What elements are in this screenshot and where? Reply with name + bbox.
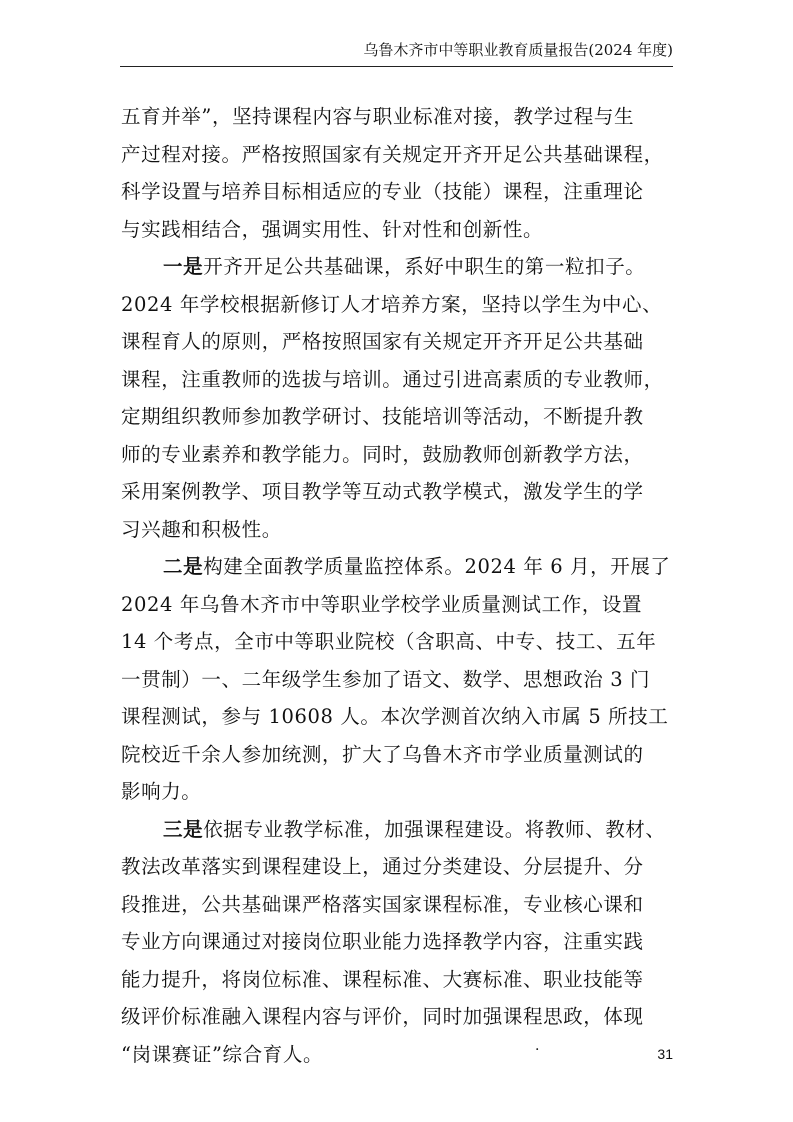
body-line: 定期组织教师参加教学研讨、技能培训等活动，不断提升教 <box>121 405 644 428</box>
body-line: 与实践相结合，强调实用性、针对性和创新性。 <box>121 217 544 241</box>
body-line: 教法改革落实到课程建设上，通过分类建设、分层提升、分 <box>121 855 644 878</box>
body-line: 采用案例教学、项目教学等互动式教学模式，激发学生的学 <box>121 480 644 503</box>
footer-dot: · <box>535 1042 540 1058</box>
body-line: 专业方向课通过对接岗位职业能力选择教学内容，注重实践 <box>121 930 644 953</box>
header-title: 乌鲁木齐市中等职业教育质量报告(2024 年度) <box>363 41 673 59</box>
body-line: 习兴趣和积极性。 <box>121 517 282 541</box>
body-line: 2024 年学校根据新修订人才培养方案，坚持以学生为中心、 <box>121 292 663 316</box>
running-header <box>120 38 673 67</box>
body-line: 院校近千余人参加统测，扩大了乌鲁木齐市学业质量测试的 <box>121 742 644 766</box>
body-line: 科学设置与培养目标相适应的专业（技能）课程，注重理论 <box>121 180 644 203</box>
document-body <box>121 98 674 1073</box>
body-line: 段推进，公共基础课严格落实国家课程标准，专业核心课和 <box>121 892 644 916</box>
body-line: 能力提升，将岗位标准、课程标准、大赛标准、职业技能等 <box>121 967 644 991</box>
paragraph-first-text: 依据专业教学标准，加强课程建设。将教师、教材、 <box>203 817 666 841</box>
paragraph-lead: 三是 <box>163 817 204 841</box>
body-line: 影响力。 <box>121 780 202 803</box>
paragraph-first-line <box>121 811 674 849</box>
paragraph-lead: 二是 <box>163 555 204 578</box>
body-line: 课程，注重教师的选拔与培训。通过引进高素质的专业教师， <box>121 367 664 391</box>
body-line: 2024 年乌鲁木齐市中等职业学校学业质量测试工作，设置 <box>121 592 643 616</box>
body-line: 一贯制）一、二年级学生参加了语文、数学、思想政治 3 门 <box>121 667 651 691</box>
body-line: 产过程对接。严格按照国家有关规定开齐开足公共基础课程， <box>121 142 664 166</box>
paragraph-lead: 一是 <box>163 255 204 278</box>
page-number: 31 <box>657 1046 673 1062</box>
body-line: 课程育人的原则，严格按照国家有关规定开齐开足公共基础 <box>121 330 644 353</box>
body-line: 课程测试，参与 10608 人。本次学测首次纳入市属 5 所技工 <box>121 705 669 728</box>
body-line: 五育并举”，坚持课程内容与职业标准对接，教学过程与生 <box>121 105 635 128</box>
body-line: 师的专业素养和教学能力。同时，鼓励教师创新教学方法， <box>121 442 644 466</box>
paragraph-first-line <box>121 248 674 286</box>
body-line: “岗课赛证”综合育人。 <box>121 1042 324 1066</box>
paragraph-first-text: 构建全面教学质量监控体系。2024 年 6 月，开展了 <box>203 555 671 578</box>
paragraph-first-text: 开齐开足公共基础课，系好中职生的第一粒扣子。 <box>203 255 646 278</box>
paragraph-first-line <box>121 548 674 586</box>
body-line: 14 个考点，全市中等职业院校（含职高、中专、技工、五年 <box>121 630 657 653</box>
body-line: 级评价标准融入课程内容与评价，同时加强课程思政，体现 <box>121 1005 644 1028</box>
